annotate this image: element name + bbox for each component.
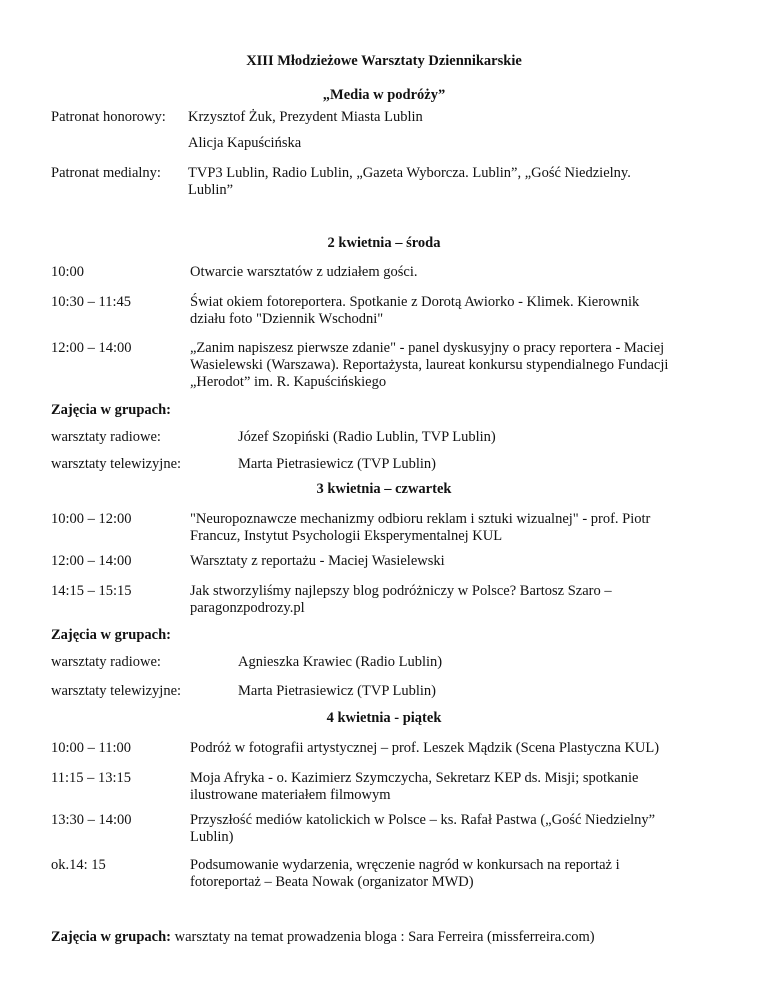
group-activities-heading: Zajęcia w grupach: [51, 402, 172, 418]
media-patrons-line-1: TVP3 Lublin, Radio Lublin, „Gazeta Wyborcza. Lublin”, „Gość Niedzielny. [188, 165, 631, 181]
schedule-time: 14:15 – 15:15 [51, 583, 132, 599]
schedule-time: 11:15 – 13:15 [51, 770, 132, 786]
blog-workshop-info: warsztaty na temat prowadzenia bloga : Sara Ferreira (missferreira.com) [171, 929, 595, 945]
group-activities-line [51, 929, 595, 946]
schedule-description: Podróż w fotografii artystycznej – prof. Leszek Mądzik (Scena Plastyczna KUL) [190, 740, 660, 756]
group-leader: Agnieszka Krawiec (Radio Lublin) [238, 654, 443, 670]
schedule-time: 13:30 – 14:00 [51, 812, 132, 828]
document-title: XIII Młodzieżowe Warsztaty Dziennikarskie [246, 53, 522, 69]
schedule-time: 12:00 – 14:00 [51, 553, 132, 569]
schedule-time: 10:00 [51, 264, 85, 280]
group-label: warsztaty telewizyjne: [51, 456, 182, 472]
schedule-time: 10:30 – 11:45 [51, 294, 132, 310]
honorary-patronage-label: Patronat honorowy: [51, 109, 166, 125]
group-label: warsztaty telewizyjne: [51, 683, 182, 699]
honorary-patron-1: Krzysztof Żuk, Prezydent Miasta Lublin [188, 109, 423, 125]
document-subtitle: „Media w podróży” [322, 87, 446, 103]
group-leader: Marta Pietrasiewicz (TVP Lublin) [238, 683, 436, 699]
day-heading-3: 4 kwietnia - piątek [326, 710, 442, 726]
schedule-description: "Neuropoznawcze mechanizmy odbioru reklam i sztuki wizualnej" - prof. Piotr Francuz, Instytut Psychologii Eksperymentalnej KUL [190, 511, 651, 544]
schedule-description: Otwarcie warsztatów z udziałem gości. [190, 264, 418, 280]
group-activities-heading: Zajęcia w grupach: [51, 627, 172, 643]
group-label: warsztaty radiowe: [51, 654, 161, 670]
schedule-description: Jak stworzyliśmy najlepszy blog podróżniczy w Polsce? Bartosz Szaro – paragonzpodrozy.pl [190, 583, 612, 616]
schedule-time: 10:00 – 11:00 [51, 740, 132, 756]
day-heading-2: 3 kwietnia – czwartek [316, 481, 452, 497]
group-leader: Józef Szopiński (Radio Lublin, TVP Lublin) [238, 429, 496, 445]
media-patronage-label: Patronat medialny: [51, 165, 161, 181]
schedule-time: ok.14: 15 [51, 857, 106, 873]
day-heading-1: 2 kwietnia – środa [327, 235, 441, 251]
schedule-description: Moja Afryka - o. Kazimierz Szymczycha, Sekretarz KEP ds. Misji; spotkanie ilustrowane materiałem filmowym [190, 770, 639, 803]
schedule-time: 10:00 – 12:00 [51, 511, 132, 527]
schedule-description: „Zanim napiszesz pierwsze zdanie" - panel dyskusyjny o pracy reportera - Maciej Wasielewski (Warszawa). Reportażysta, laureat konkursu stypendialnego Fundacji „Herodot” im. R. Kapuścińskiego [190, 340, 669, 390]
honorary-patron-2: Alicja Kapuścińska [188, 135, 302, 151]
group-label: warsztaty radiowe: [51, 429, 161, 445]
media-patrons-line-2: Lublin” [188, 182, 234, 198]
group-activities-heading: Zajęcia w grupach: [51, 929, 172, 945]
schedule-description: Przyszłość mediów katolickich w Polsce – ks. Rafał Pastwa („Gość Niedzielny” Lublin) [190, 812, 656, 845]
schedule-description: Warsztaty z reportażu - Maciej Wasielewski [190, 553, 445, 569]
schedule-time: 12:00 – 14:00 [51, 340, 132, 356]
group-leader: Marta Pietrasiewicz (TVP Lublin) [238, 456, 436, 472]
schedule-description: Podsumowanie wydarzenia, wręczenie nagród w konkursach na reportaż i fotoreportaż – Beata Nowak (organizator MWD) [190, 857, 620, 890]
schedule-description: Świat okiem fotoreportera. Spotkanie z Dorotą Awiorko - Klimek. Kierownik działu foto "Dziennik Wschodni" [190, 294, 640, 327]
